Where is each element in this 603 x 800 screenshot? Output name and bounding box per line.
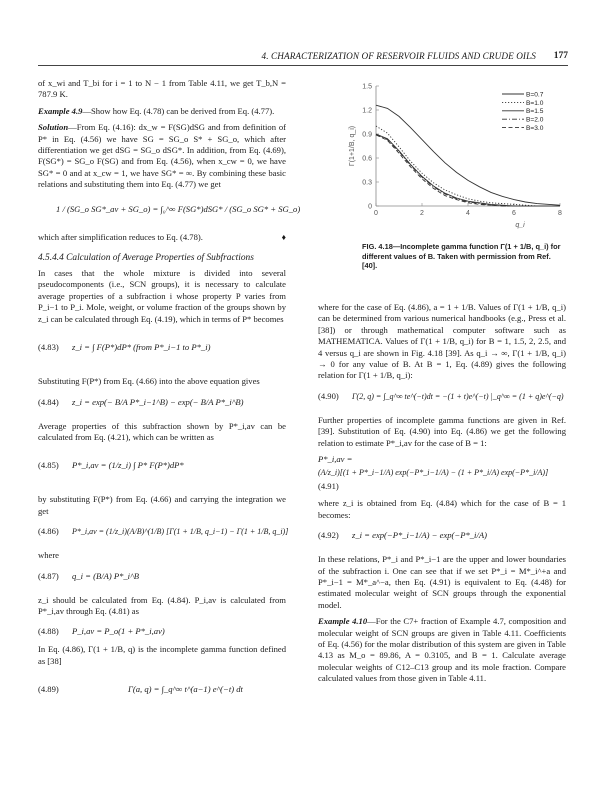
eq-body: z_i = exp(− B/A P*_i−1^B) − exp(− B/A P*_i^B) (72, 396, 244, 407)
equation-4-83 (38, 330, 286, 370)
legend-label: B=3.0 (526, 125, 544, 132)
example-410-title: Example 4.10 (318, 616, 368, 627)
where-text: where (38, 550, 59, 561)
x-tick-label: 6 (512, 210, 516, 217)
eq-body: z_i = ∫ F(P*)dP* (from P*_i−1 to P*_i) (72, 342, 211, 353)
eq-body: Γ(a, q) = ∫_q^∞ t^(a−1) e^(−t) dt (128, 684, 243, 695)
equation-4-90 (318, 387, 566, 409)
page-header (38, 51, 568, 66)
after-eq-span: which after simplification reduces to Eq. (4.78). (38, 231, 203, 242)
page-number: 177 (553, 51, 568, 61)
eq-body: P*_i,av = (1/z_i)(A/B)^(1/B) [Γ(1 + 1/B, q_i−1) − Γ(1 + 1/B, q_i)] (72, 527, 289, 537)
example-4-10 (318, 616, 566, 684)
eq-number: (4.89) (38, 684, 59, 695)
eq-4-91-body: (A/z_i)[(1 + P*_i−1/A) exp(−P*_i−1/A) − (1 + P*_i/A) exp(−P*_i/A)] (318, 468, 549, 478)
y-tick-label: 1.5 (362, 83, 372, 91)
legend-label: B=1.0 (526, 99, 544, 107)
x-tick-label: 4 (466, 210, 470, 217)
combined-equation-body: 1 / (SG_o SG*_av + SG_o) = ∫₀^∞ F(SG*)dSG* / (SG_o SG* + SG_o) (56, 203, 301, 214)
eq-number: (4.84) (38, 396, 59, 407)
x-tick-label: 8 (558, 210, 562, 217)
left-column (38, 78, 301, 718)
gamma-paragraph: In Eq. (4.86), Γ(1 + 1/B, q) is the incomplete gamma function defined as [38] (38, 644, 286, 666)
gamma-chart (318, 78, 568, 243)
solution-paragraph (38, 122, 286, 190)
legend-label: B=1.5 (526, 108, 544, 116)
figure-caption: FIG. 4.18—Incomplete gamma function Γ(1 + 1/B, q_i) for different values of B. Taken with permission from Ref. [40]. (362, 242, 561, 271)
after-equation-text (38, 232, 286, 243)
substituting-text: Substituting F(P*) from Eq. (4.66) into the above equation gives (38, 376, 260, 387)
example-text: —Show how Eq. (4.78) can be derived from Eq. (4.77). (82, 105, 275, 116)
eq-number: (4.85) (38, 460, 59, 471)
legend-label: B=0.7 (526, 91, 544, 99)
equation-4-86 (38, 522, 289, 544)
equation-4-87 (38, 567, 286, 589)
zi-paragraph: z_i should be calculated from Eq. (4.84). P_i,av is calculated from P*_i,av through Eq. (4.81) as (38, 594, 286, 616)
section-paragraph: In cases that the whole mixture is divided into several pseudocomponents (i.e., SCN groups), it is necessary to calculate average properties of a subfraction i whose property P varies from P_i−1 to P_i. Mole, weight, or volume fraction of the groups shown by z_i can be calculated through Eq. (4.19), which in terms of P* becomes (38, 268, 286, 324)
combined-equation (38, 196, 301, 226)
x-axis-label: q_i (515, 222, 525, 229)
y-tick-label: 0 (368, 203, 372, 211)
right-where-zi: where z_i is obtained from Eq. (4.84) which for the case of B = 1 becomes: (318, 498, 566, 520)
y-tick-label: 0.6 (362, 155, 372, 163)
eq-body: P*_i,av = (1/z_i) ∫ P* F(P*)dP* (72, 460, 184, 471)
example-410-text: —For the C7+ fraction of Example 4.7, composition and molecular weight of SCN groups are given in Table 4.11. Coefficients of Eq. (4.56) for the molar distribution of this system are given in Table 4.13 as M_o = 89.86, A = 0.3105, and B = 1. Calculate average molecular weights of C12–C13 group and its mole fraction. Compare calculated values from those given in Table 4.11. (318, 616, 566, 684)
eq-number: (4.90) (318, 390, 339, 401)
series-line (376, 135, 560, 206)
right-paragraph-1: where for the case of Eq. (4.86), a = 1 + 1/B. Values of Γ(1 + 1/B, q_i) can be determined from various numerical handbooks (e.g., Press et al. [38]) or through mathematical computer software such as MATHEMATICA. Values of Γ(1 + 1/B, q_i) for B = 1, 1.5, 2, 2.5, and 4 versus q_i are shown in Fig. 4.18 [39]. As q_i → ∞, Γ(1 + 1/B, q_i) → 0 for any value of B. At B = 1, Eq. (4.89) gives the following relation for Γ(1 + 1/B, q_i): (318, 302, 566, 381)
y-axis-label: Γ(1+1/B, q_i) (349, 125, 356, 167)
right-paragraph-2: Further properties of incomplete gamma functions are given in Ref. [39]. Substitution of Eq. (4.90) into Eq. (4.86) we get the following relation to estimate P*_i,av for the case of B = 1: (318, 414, 566, 448)
eq-body: z_i = exp(−P*_i−1/A) − exp(−P*_i/A) (352, 530, 487, 541)
average-properties-text: Average properties of this subfraction shown by P*_i,av can be calculated from Eq. (4.21), which can be written as (38, 420, 286, 442)
right-column (318, 302, 566, 690)
end-marker: ♦ (281, 231, 286, 242)
y-tick-label: 1.2 (362, 107, 372, 115)
eq-number: (4.88) (38, 626, 59, 637)
integration-text: by substituting F(P*) from Eq. (4.66) and carrying the integration we get (38, 494, 286, 516)
series-line (376, 126, 560, 206)
equation-4-84 (38, 393, 286, 415)
example-4-9 (38, 106, 286, 117)
equation-4-89 (38, 672, 286, 712)
eq-body: P_i,av = P_o(1 + P*_i,av) (72, 626, 165, 637)
equation-4-88 (38, 622, 286, 638)
eq-body: q_i = (B/A) P*_i^B (72, 570, 139, 581)
legend-label: B=2.0 (526, 116, 544, 124)
eq-number: (4.83) (38, 342, 59, 353)
eq-4-91-lhs: P*_i,av = (318, 454, 353, 465)
running-title: 4. CHARACTERIZATION OF RESERVOIR FLUIDS AND CRUDE OILS (261, 51, 536, 61)
eq-body: Γ(2, q) = ∫_q^∞ te^(−t)dt = −(1 + t)e^(−t) |_q^∞ = (1 + q)e^(−q) (352, 391, 564, 401)
eq-number: (4.87) (38, 570, 59, 581)
eq-number: (4.86) (38, 526, 59, 537)
y-tick-label: 0.9 (362, 131, 372, 139)
right-paragraph-3: In these relations, P*_i and P*_i−1 are the upper and lower boundaries of the subfraction i. One can see that if we set P*_i = M*_i^+a and P*_i−1 = M*_a^−a, then Eq. (4.91) is equivalent to Eq. (4.48) for estimated molecular weight of SCN groups through the exponential model. (318, 554, 566, 610)
intro-text: of x_wi and T_bi for i = 1 to N − 1 from Table 4.11, we get T_b,N = 787.9 K. (38, 78, 286, 100)
solution-label: Solution (38, 122, 69, 133)
solution-text: —From Eq. (4.16): dx_w = F(SG)dSG and from definition of P* in Eq. (4.56) we have SG = SG_o S* + SG_o, which after differentiation we get dSG = SG_o dSG*. In addition, from Eq. (4.69), F(SG*) = SG_o F(SG) and from Eq. (4.56), when x_cw = 0, we have SG* = 0 and at x_cw = 1, we have SG* = ∞. By combining these basic relations and substituting them into Eq. (4.77) we get (38, 122, 286, 190)
equation-4-92 (318, 526, 566, 548)
eq-number: (4.92) (318, 530, 339, 541)
y-tick-label: 0.3 (362, 179, 372, 187)
x-tick-label: 2 (420, 210, 424, 217)
series-line (376, 134, 560, 206)
equation-4-85 (38, 448, 286, 488)
section-title: 4.5.4.4 Calculation of Average Properties of Subfractions (38, 253, 254, 264)
x-tick-label: 0 (374, 210, 378, 217)
eq-4-91-number: (4.91) (318, 480, 339, 491)
series-line (376, 135, 560, 206)
example-title: Example 4.9 (38, 105, 83, 116)
